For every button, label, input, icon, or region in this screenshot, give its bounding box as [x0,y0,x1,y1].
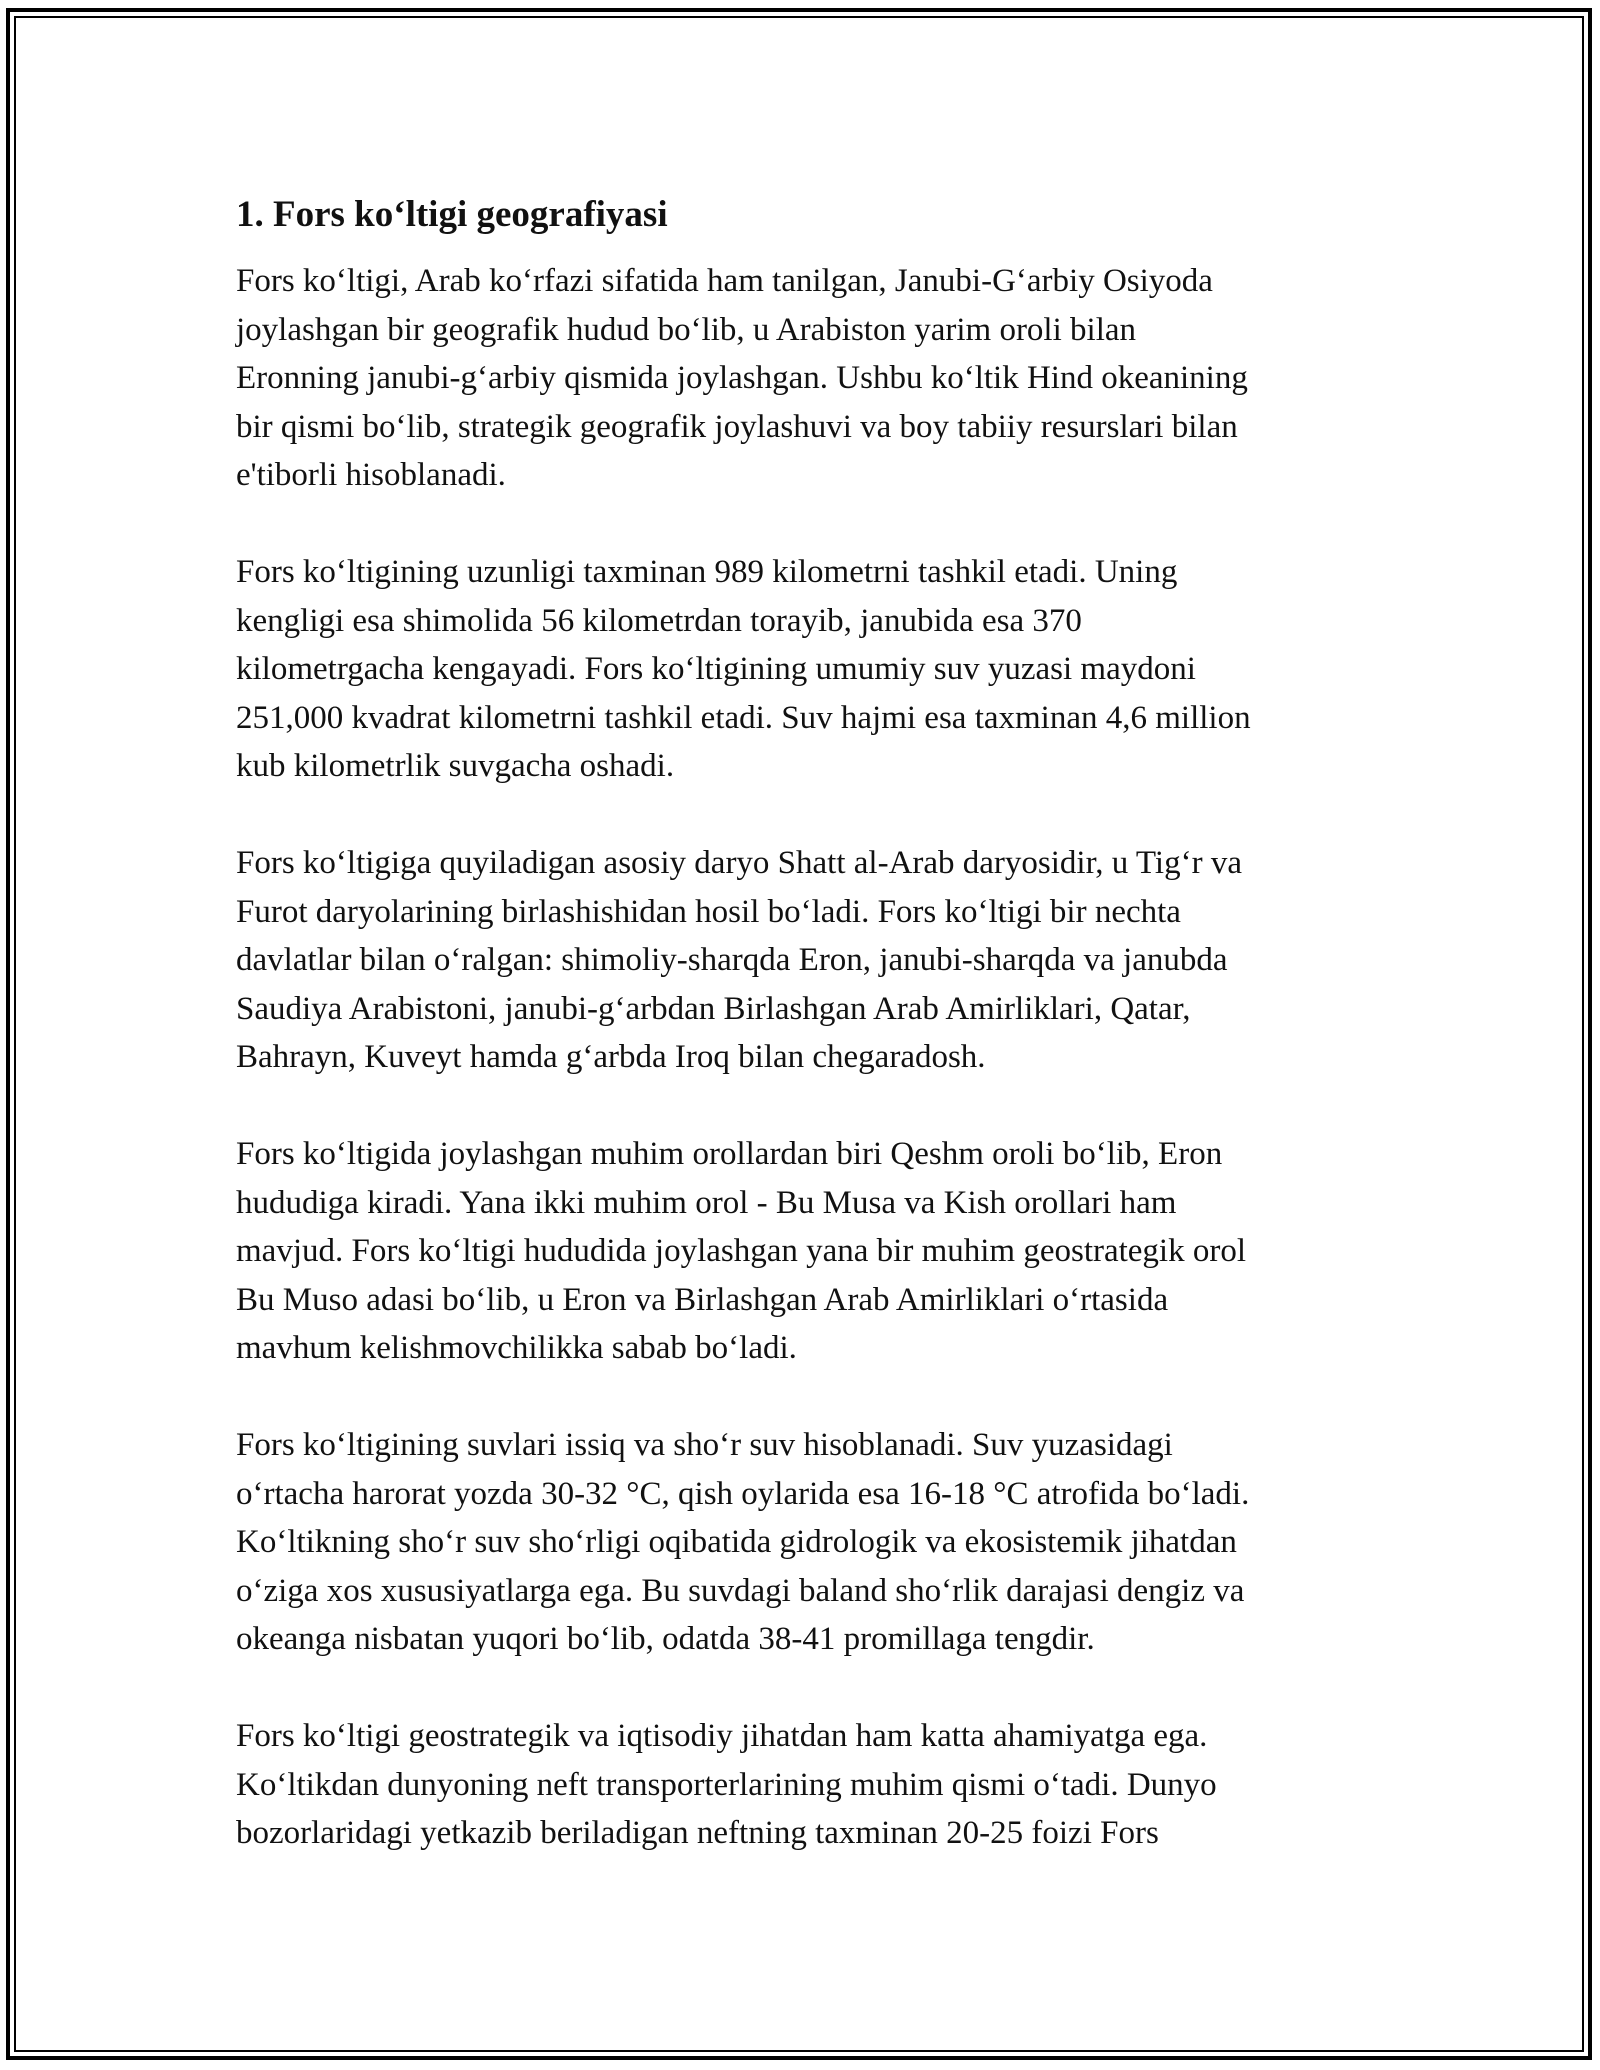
paragraph-intro: Fors ko‘ltigi, Arab ko‘rfazi sifatida ham tanilgan, Janubi-G‘arbiy Osiyoda joylashgan bir geografik hudud bo‘lib, u Arabiston yarim oroli bilan Eronning janubi-g‘arbiy qismida joylashgan. Ushbu ko‘ltik Hind okeanining bir qismi bo‘lib, strategik geografik joylashuvi va boy tabiiy resurslari bilan e'tiborli hisoblanadi. [236,263,1248,493]
section-heading: 1. Fors ko‘ltigi geografiyasi [236,194,668,235]
paragraph-rivers-borders: Fors ko‘ltigiga quyiladigan asosiy daryo Shatt al-Arab daryosidir, u Tig‘r va Furot daryolarining birlashishidan hosil bo‘ladi. Fors ko‘ltigi bir nechta davlatlar bilan o‘ralgan: shimoliy-sharqda Eron, janubi-sharqda va janubda Saudiya Arabistoni, janubi-g‘arbdan Birlashgan Arab Amirliklari, Qatar, Bahrayn, Kuveyt hamda g‘arbda Iroq bilan chegaradosh. [236,845,1242,1075]
paragraph-strategic-importance: Fors ko‘ltigi geostrategik va iqtisodiy jihatdan ham katta ahamiyatga ega. Ko‘ltikdan dunyoning neft transporterlarining muhim qismi o‘tadi. Dunyo bozorlaridagi yetkazib beriladigan neftning taxminan 20-25 foizi Fors [236,1718,1217,1851]
paragraph-islands: Fors ko‘ltigida joylashgan muhim orollardan biri Qeshm oroli bo‘lib, Eron hududiga kiradi. Yana ikki muhim orol - Bu Musa va Kish orollari ham mavjud. Fors ko‘ltigi hududida joylashgan yana bir muhim geostrategik orol Bu Muso adasi bo‘lib, u Eron va Birlashgan Arab Amirliklari o‘rtasida mavhum kelishmovchilikka sabab bo‘ladi. [236,1136,1247,1366]
paragraph-water-properties: Fors ko‘ltigining suvlari issiq va sho‘r suv hisoblanadi. Suv yuzasidagi o‘rtacha harorat yozda 30-32 °C, qish oylarida esa 16-18 °C atrofida bo‘ladi. Ko‘ltikning sho‘r suv sho‘rligi oqibatida gidrologik va ekosistemik jihatdan o‘ziga xos xususiyatlarga ega. Bu suvdagi baland sho‘rlik darajasi dengiz va okeanga nisbatan yuqori bo‘lib, odatda 38-41 promillaga tengdir. [236,1427,1250,1657]
paragraph-dimensions: Fors ko‘ltigining uzunligi taxminan 989 kilometrni tashkil etadi. Uning kengligi esa shimolida 56 kilometrdan torayib, janubida esa 370 kilometrgacha kengayadi. Fors ko‘ltigining umumiy suv yuzasi maydoni 251,000 kvadrat kilometrni tashkil etadi. Suv hajmi esa taxminan 4,6 million kub kilometrlik suvgacha oshadi. [236,554,1251,784]
document-body [236,185,1366,1906]
